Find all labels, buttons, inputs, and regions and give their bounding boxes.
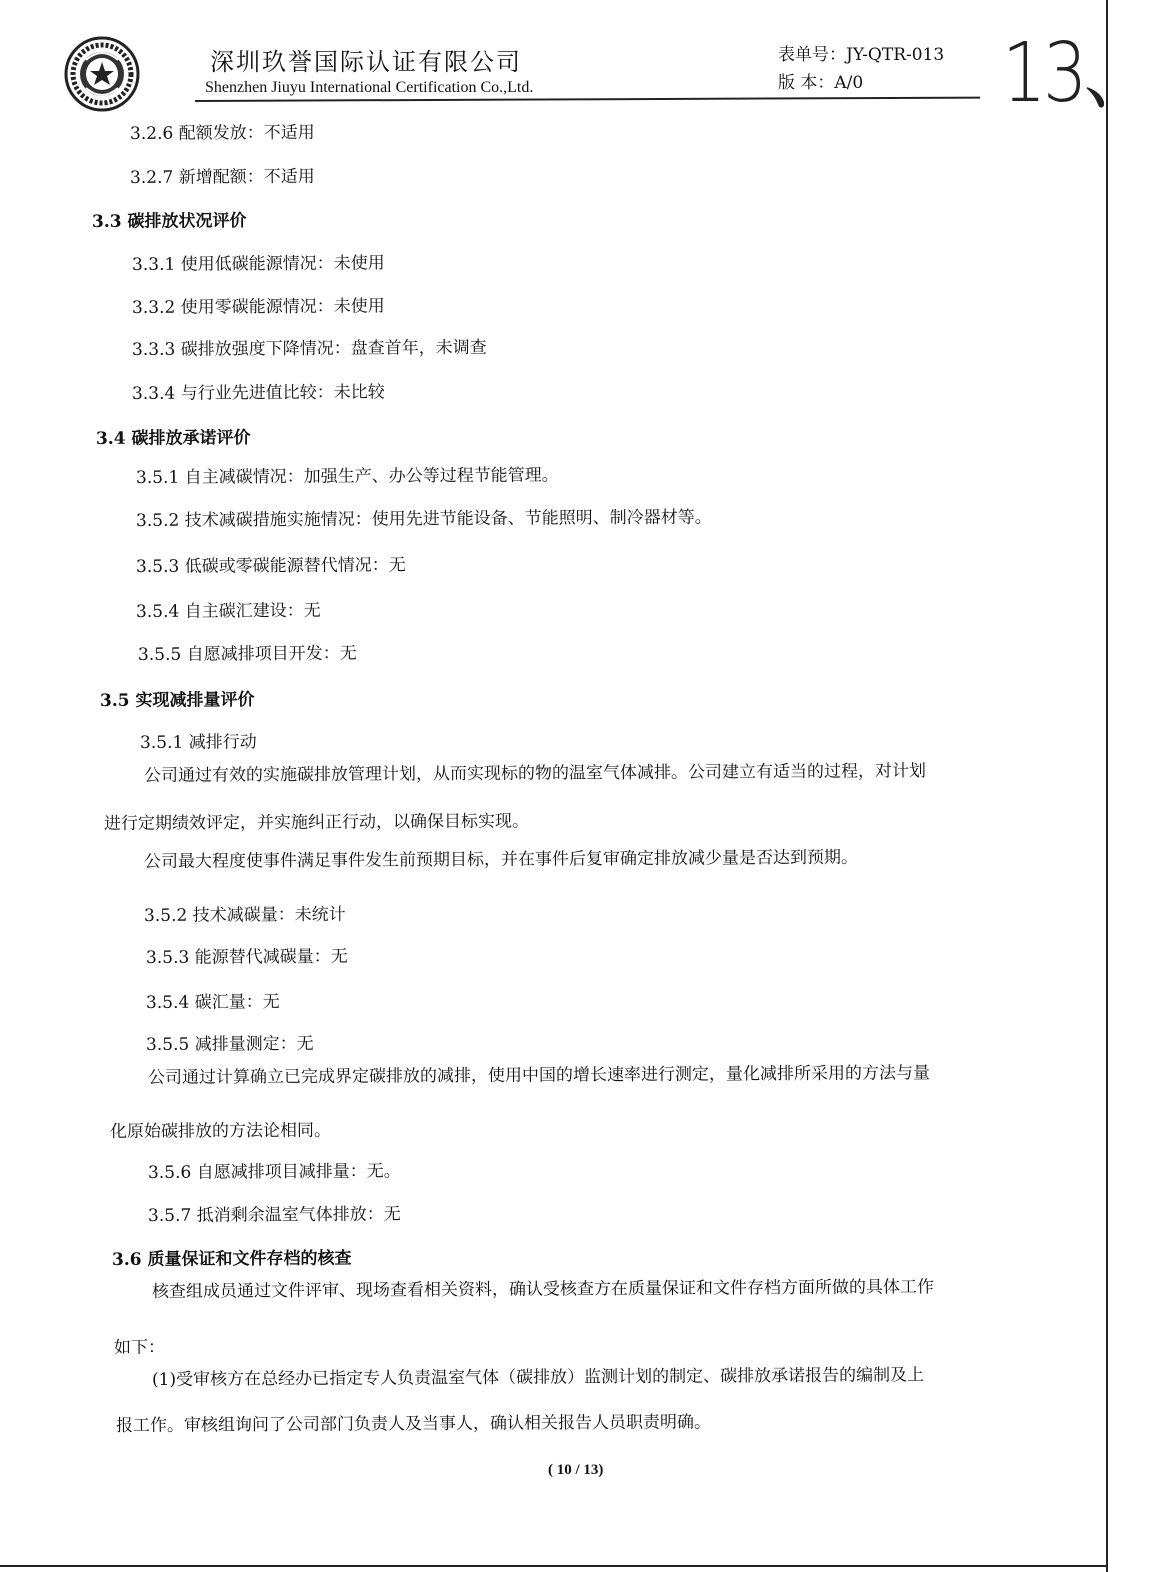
section-heading-3-6: 3.6 质量保证和文件存档的核查	[111, 1248, 352, 1270]
page-number: ( 10 / 13)	[548, 1462, 604, 1478]
item-3-5-4-sink: 3.5.4 自主碳汇建设：无	[135, 600, 321, 622]
item-3-3-4: 3.3.4 与行业先进值比较：未比较	[131, 382, 385, 404]
item-3-5-2-tech: 3.5.2 技术减碳措施实施情况：使用先进节能设备、节能照明、制冷器材等。	[135, 507, 712, 531]
item-3-5-4-sink-amount: 3.5.4 碳汇量：无	[145, 992, 280, 1013]
item-3-5-5-project: 3.5.5 自愿减排项目开发：无	[137, 643, 357, 665]
section-heading-3-4: 3.4 碳排放承诺评价	[95, 428, 251, 449]
item-3-5-3-lowcarbon: 3.5.3 低碳或零碳能源替代情况：无	[135, 555, 406, 577]
item-3-2-7: 3.2.7 新增配额：不适用	[129, 166, 315, 188]
item-3-5-2-reduction: 3.5.2 技术减碳量：未统计	[143, 904, 346, 926]
handwritten-page-mark: 13、	[1002, 26, 1150, 121]
company-name-chinese: 深圳玖誉国际认证有限公司	[210, 48, 522, 76]
item-3-5-7: 3.5.7 抵消剩余温室气体排放：无	[147, 1204, 401, 1226]
item-3-5-3-energy: 3.5.3 能源替代减碳量：无	[145, 946, 348, 968]
page-border-right	[1106, 0, 1108, 1572]
item-3-5-1-self: 3.5.1 自主减碳情况：加强生产、办公等过程节能管理。	[135, 465, 559, 488]
section-heading-3-3: 3.3 碳排放状况评价	[91, 211, 247, 232]
item-3-5-5-measure: 3.5.5 减排量测定：无	[145, 1033, 314, 1055]
paragraph-measure-cont: 化原始碳排放的方法论相同。	[109, 1120, 332, 1142]
item-3-3-1: 3.3.1 使用低碳能源情况：未使用	[131, 253, 385, 275]
item-3-3-3: 3.3.3 碳排放强度下降情况：盘查首年，未调查	[131, 337, 487, 360]
item-3-5-1-action: 3.5.1 减排行动	[139, 732, 257, 753]
paragraph-qa-item-1-cont: 报工作。审核组询问了公司部门负责人及当事人，确认相关报告人员职责明确。	[115, 1412, 712, 1436]
paragraph-action-1: 公司通过有效的实施碳排放管理计划，从而实现标的物的温室气体减排。公司建立有适当的过程，对计划	[143, 761, 927, 786]
paragraph-action-1-cont: 进行定期绩效评定，并实施纠正行动，以确保目标实现。	[103, 811, 530, 834]
paragraph-qa: 核查组成员通过文件评审、现场查看相关资料，确认受核查方在质量保证和文件存档方面所做的具体工作	[151, 1277, 935, 1302]
paragraph-qa-cont: 如下：	[113, 1337, 166, 1358]
item-3-2-6: 3.2.6 配额发放：不适用	[129, 122, 315, 144]
paragraph-qa-item-1: (1)受审核方在总经办已指定专人负责温室气体（碳排放）监测计划的制定、碳排放承诺报告的编制及上	[151, 1365, 925, 1390]
paragraph-measure: 公司通过计算确立已完成界定碳排放的减排，使用中国的增长速率进行测定，量化减排所采用的方法与量	[147, 1063, 931, 1088]
version-label: 版 本：A/0	[778, 73, 864, 93]
paragraph-action-2: 公司最大程度使事件满足事件发生前预期目标，并在事件后复审确定排放减少量是否达到预期。	[143, 847, 859, 872]
item-3-5-6: 3.5.6 自愿减排项目减排量：无。	[147, 1161, 401, 1183]
section-heading-3-5: 3.5 实现减排量评价	[99, 690, 255, 711]
form-number: 表单号：JY-QTR-013	[778, 45, 945, 65]
company-name-english: Shenzhen Jiuyu International Certification Co.,Ltd.	[205, 79, 534, 96]
item-3-3-2: 3.3.2 使用零碳能源情况：未使用	[131, 296, 385, 318]
